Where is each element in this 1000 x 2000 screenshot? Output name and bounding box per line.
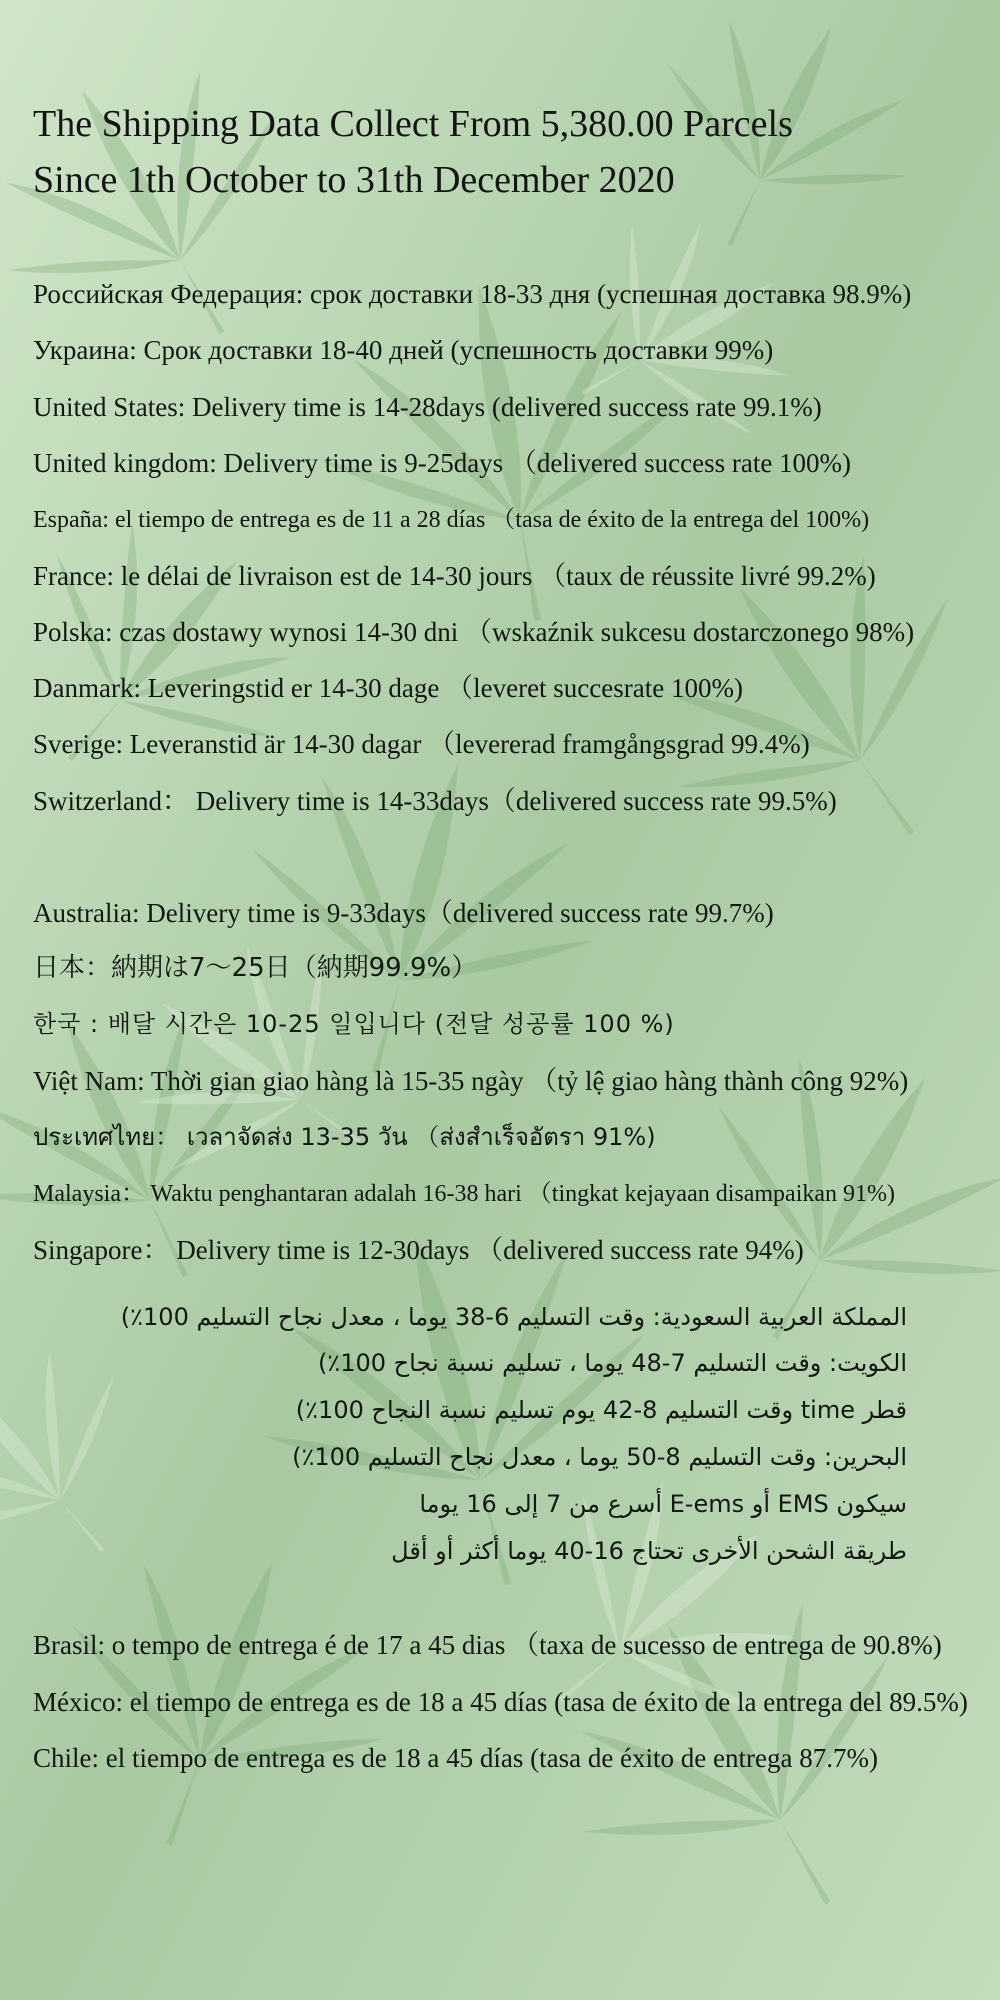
shipping-line-japan: 日本：納期は7〜25日（納期99.9%） (33, 953, 478, 983)
shipping-line-australia: Australia: Delivery time is 9-33days（delivered success rate 99.7%) (33, 898, 774, 928)
shipping-line-korea: 한국 : 배달 시간은 10-25 일입니다 (전달 성공률 100 %) (33, 1010, 675, 1038)
title-line-1: The Shipping Data Collect From 5,380.00 Parcels (33, 103, 793, 145)
shipping-line-brazil: Brasil: o tempo de entrega é de 17 a 45 dias （taxa de sucesso de entrega de 90.8%) (33, 1630, 942, 1660)
shipping-line-denmark: Danmark: Leveringstid er 14-30 dage （leveret succesrate 100%) (33, 673, 743, 703)
shipping-line-kuwait: الكويت: وقت التسليم 7-48 يوما ، تسليم نسبة نجاح 100٪) (317, 1349, 907, 1377)
shipping-line-united-states: United States: Delivery time is 14-28days (delivered success rate 99.1%) (33, 392, 822, 422)
shipping-line-chile: Chile: el tiempo de entrega es de 18 a 45 días (tasa de éxito de entrega 87.7%) (33, 1743, 878, 1773)
shipping-line-bahrain: البحرين: وقت التسليم 8-50 يوما ، معدل نجاح التسليم 100٪) (292, 1443, 907, 1471)
page-title (33, 96, 973, 208)
shipping-line-ems-note: سيكون EMS أو E-ems أسرع من 7 إلى 16 يوما (419, 1490, 907, 1518)
shipping-line-qatar: قطر time وقت التسليم 8-42 يوم تسليم نسبة النجاح 100٪) (295, 1396, 907, 1424)
shipping-line-united-kingdom: United kingdom: Delivery time is 9-25days （delivered success rate 100%) (33, 448, 852, 478)
shipping-line-mexico: México: el tiempo de entrega es de 18 a 45 días (tasa de éxito de la entrega del 89.5%) (33, 1687, 968, 1717)
shipping-line-malaysia: Malaysia： Waktu penghantaran adalah 16-38 hari （tingkat kejayaan disampaikan 91%) (33, 1181, 896, 1207)
title-line-2: Since 1th October to 31th December 2020 (33, 159, 675, 201)
shipping-line-saudi-arabia: المملكة العربية السعودية: وقت التسليم 6-38 يوما ، معدل نجاح التسليم 100٪) (120, 1303, 907, 1331)
shipping-line-sweden: Sverige: Leveranstid är 14-30 dagar （levererad framgångsgrad 99.4%) (33, 729, 810, 759)
shipping-line-other-method-note: طريقة الشحن الأخرى تحتاج 16-40 يوما أكثر أو أقل (391, 1537, 907, 1565)
shipping-line-singapore: Singapore： Delivery time is 12-30days （delivered success rate 94%) (33, 1235, 804, 1265)
shipping-line-poland: Polska: czas dostawy wynosi 14-30 dni （wskaźnik sukcesu dostarczonego 98%) (33, 617, 915, 647)
shipping-line-russia: Российская Федерация: срок доставки 18-33 дня (успешная доставка 98.9%) (33, 279, 912, 309)
shipping-line-switzerland: Switzerland： Delivery time is 14-33days（delivered success rate 99.5%) (33, 786, 837, 816)
shipping-line-spain: España: el tiempo de entrega es de 11 a 28 días （tasa de éxito de la entrega del 100%) (33, 507, 870, 533)
shipping-line-ukraine: Украина: Срок доставки 18-40 дней (успешность доставки 99%) (33, 335, 774, 365)
shipping-line-france: France: le délai de livraison est de 14-30 jours （taux de réussite livré 99.2%) (33, 561, 876, 591)
shipping-line-thailand: ประเทศไทย： เวลาจัดส่ง 13-35 วัน （ส่งสำเร็จอัตรา 91%) (33, 1123, 656, 1151)
shipping-line-vietnam: Việt Nam: Thời gian giao hàng là 15-35 ngày （tỷ lệ giao hàng thành công 92%) (33, 1066, 909, 1096)
